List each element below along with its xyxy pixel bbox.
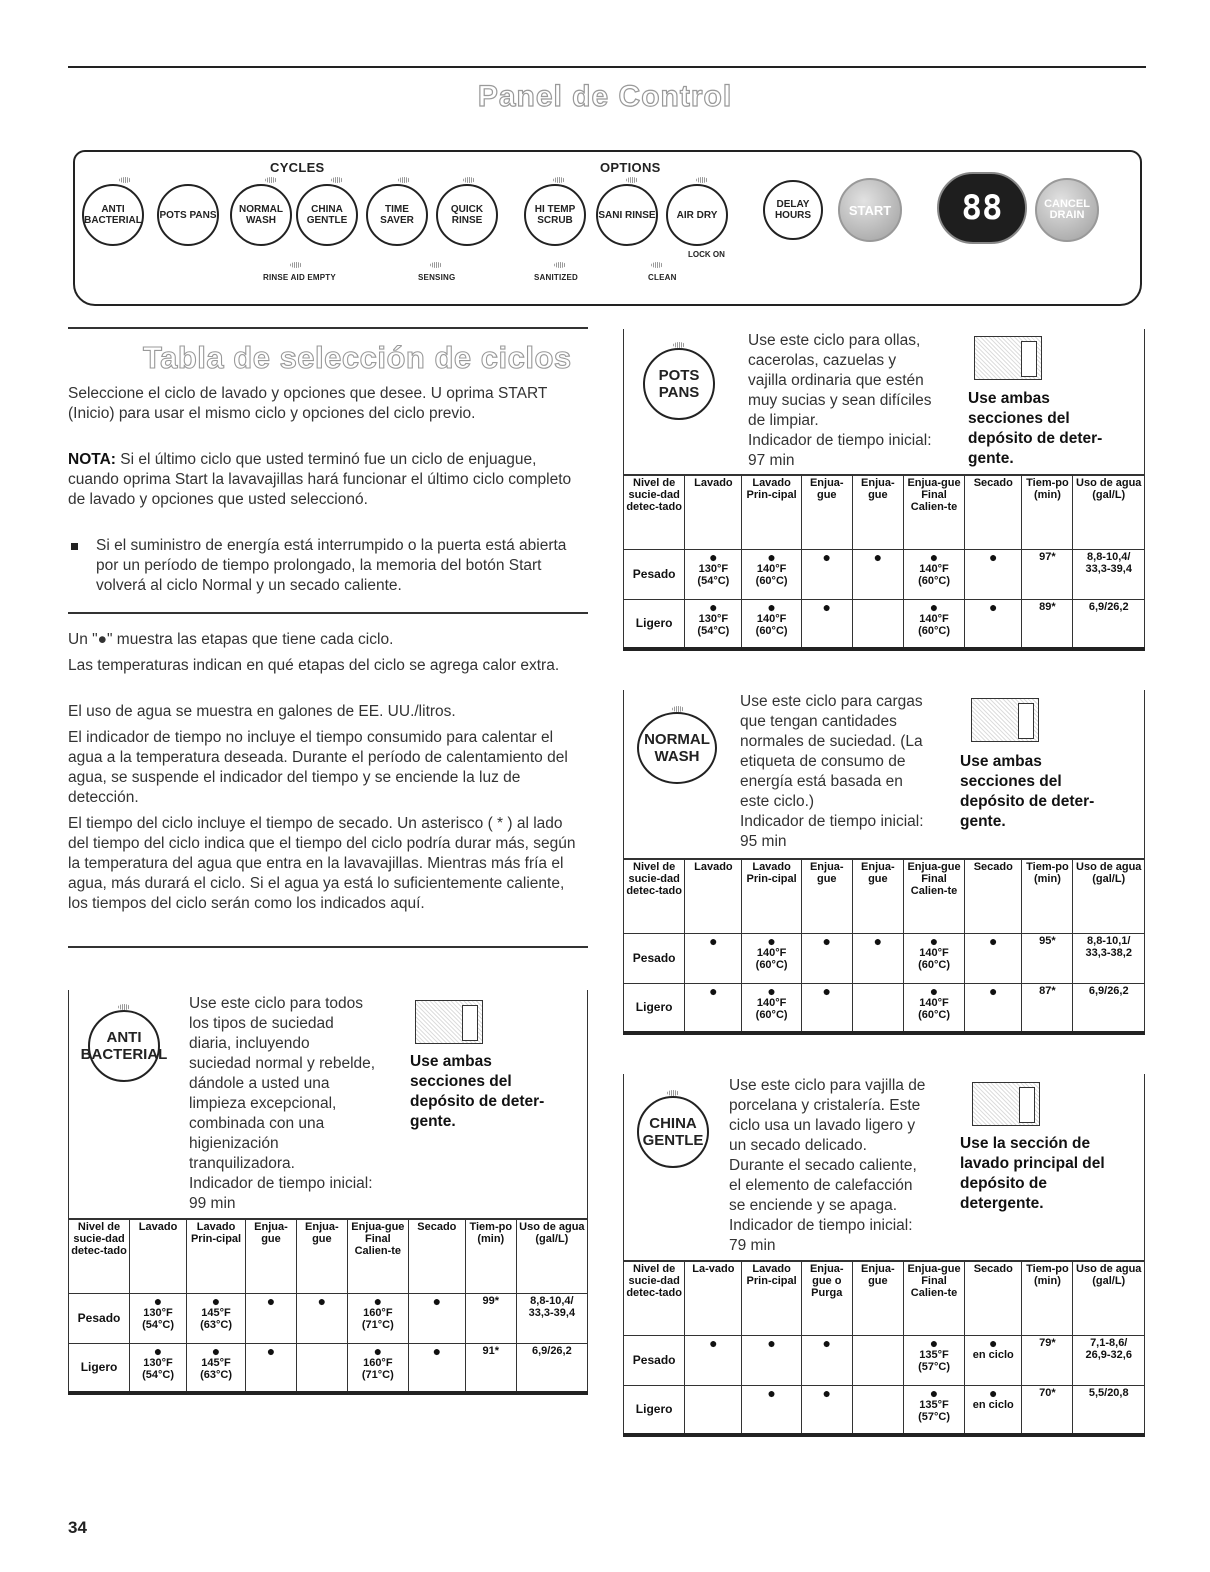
table-cell xyxy=(852,1335,903,1385)
sensing-light-icon xyxy=(430,262,442,268)
table-header-cell: Tiem-po (min) xyxy=(1022,859,1073,933)
soil-level-cell: Pesado xyxy=(624,1335,685,1385)
normal-wash-button[interactable]: NORMAL WASH xyxy=(230,184,292,246)
normal-wash-description: Use este ciclo para cargas que tengan cantidades normales de suciedad. (La etiqueta de consumo de energía está basada en este ciclo.) Indicador de tiempo inicial: 95 min xyxy=(740,693,924,850)
soil-level-cell: Pesado xyxy=(69,1293,130,1343)
note-label: NOTA: xyxy=(68,451,116,468)
table-cell: ● xyxy=(801,933,852,983)
table-header-cell: Secado xyxy=(965,475,1022,549)
sanitized-label: SANITIZED xyxy=(534,273,579,282)
sanitized-light-icon xyxy=(554,262,566,268)
table-cell: ● xyxy=(801,599,852,649)
table-header-cell: Uso de agua (gal/L) xyxy=(1073,1261,1145,1335)
table-cell: ● xyxy=(965,983,1022,1033)
table-header-cell: Enjua-gue Final Calien-te xyxy=(903,859,964,933)
table-header-cell: Nivel de sucie-dad detec-tado xyxy=(624,1261,685,1335)
table-header-cell: Enjua-gue o Purga xyxy=(801,1261,852,1335)
table-cell: ● xyxy=(685,933,742,983)
table-cell: 7,1-8,6/ 26,9-32,6 xyxy=(1073,1335,1145,1385)
indicator-light-icon xyxy=(463,177,475,183)
time-saver-button[interactable]: TIME SAVER xyxy=(366,184,428,246)
table-cell: ● xyxy=(408,1293,465,1343)
table-cell: ● xyxy=(742,1385,801,1435)
table-row xyxy=(624,1335,1145,1385)
china-gentle-icon-label: CHINA GENTLE xyxy=(642,1115,704,1149)
table-cell xyxy=(852,983,903,1033)
dispenser-icon xyxy=(972,1082,1040,1126)
table-cell: 97* xyxy=(1022,549,1073,599)
rinse-aid-light-icon xyxy=(290,262,302,268)
indicator-light-icon xyxy=(553,177,565,183)
table-cell: 6,9/26,2 xyxy=(1073,599,1145,649)
table-header-cell: Uso de agua (gal/L) xyxy=(516,1219,587,1293)
table-header-cell: Enjua-gue xyxy=(801,475,852,549)
pots-pans-description: Use este ciclo para ollas, cacerolas, cazuelas y vajilla ordinaria que estén muy sucias y sean difíciles de limpiar. Indicador de tiempo inicial: 97 min xyxy=(748,332,932,469)
indicator-light-icon xyxy=(626,177,638,183)
table-cell: 99* xyxy=(465,1293,516,1343)
table-row xyxy=(69,1293,588,1343)
china-gentle-detergent: Use la sección de lavado principal del depósito de detergente. xyxy=(960,1135,1105,1212)
table-cell: ● 140°F (60°C) xyxy=(903,933,964,983)
page-number: 34 xyxy=(68,1518,87,1537)
china-gentle-table xyxy=(623,1260,1145,1437)
indicator-light-icon xyxy=(696,177,708,183)
table-header-cell: Enjua-gue xyxy=(852,859,903,933)
table-cell: ● 140°F (60°C) xyxy=(903,983,964,1033)
table-cell: ● xyxy=(801,1385,852,1435)
normal-wash-icon-label: NORMAL WASH xyxy=(644,731,710,765)
anti-bacterial-icon xyxy=(80,1010,168,1082)
options-label: OPTIONS xyxy=(600,160,661,175)
pots-pans-icon-label: POTS PANS xyxy=(658,367,700,401)
table-cell: ● 140°F (60°C) xyxy=(742,599,801,649)
table-cell: 95* xyxy=(1022,933,1073,983)
soil-level-cell: Pesado xyxy=(624,549,685,599)
table-cell: ● 140°F (60°C) xyxy=(742,983,801,1033)
lock-on-label: LOCK ON xyxy=(688,250,725,259)
table-cell: ● 160°F (71°C) xyxy=(347,1293,408,1343)
table-cell: ● xyxy=(852,549,903,599)
rinse-aid-empty-label: RINSE AID EMPTY xyxy=(263,273,336,282)
table-cell: ● xyxy=(801,983,852,1033)
table-cell: 5,5/20,8 xyxy=(1073,1385,1145,1435)
table-header-cell: Secado xyxy=(965,859,1022,933)
table-cell: ● 145°F (63°C) xyxy=(187,1293,246,1343)
table-cell: 91* xyxy=(465,1343,516,1393)
table-cell: ● 135°F (57°C) xyxy=(903,1335,964,1385)
table-cell xyxy=(852,1385,903,1435)
table-header-cell: Enjua-gue xyxy=(296,1219,347,1293)
table-cell: ● 160°F (71°C) xyxy=(347,1343,408,1393)
anti-bacterial-table xyxy=(68,1218,588,1395)
table-header-cell: Lavado Prin-cipal xyxy=(742,1261,801,1335)
cycle-time-paragraph: El tiempo del ciclo incluye el tiempo de secado. Un asterisco ( * ) al lado del tiempo del ciclo indica que el tiempo del ciclo podría durar más, según la temperatura del agua que entra en la lavavajillas. Mientras más fría el agua, más durará el ciclo. Si el agua ya está lo suficientemente caliente, los tiempos del ciclo serán como los indicados aquí. xyxy=(68,815,576,912)
table-header-cell: Uso de agua (gal/L) xyxy=(1073,859,1145,933)
soil-level-cell: Ligero xyxy=(624,599,685,649)
indicator-light-icon xyxy=(119,177,131,183)
indicator-light-icon xyxy=(118,1004,130,1010)
indicator-light-icon xyxy=(331,177,343,183)
table-cell: ● 140°F (60°C) xyxy=(742,933,801,983)
table-header-cell: Tiem-po (min) xyxy=(465,1219,516,1293)
table-header-cell: Enjua-gue Final Calien-te xyxy=(903,1261,964,1335)
table-cell: ● xyxy=(801,549,852,599)
soil-level-cell: Ligero xyxy=(69,1343,130,1393)
hi-temp-scrub-button[interactable]: HI TEMP SCRUB xyxy=(524,184,586,246)
table-header-cell: Secado xyxy=(408,1219,465,1293)
table-cell: ● 135°F (57°C) xyxy=(903,1385,964,1435)
sensing-label: SENSING xyxy=(418,273,456,282)
indicator-light-icon xyxy=(667,1090,679,1096)
table-header-cell: Uso de agua (gal/L) xyxy=(1073,475,1145,549)
table-header-cell: Lavado xyxy=(685,475,742,549)
china-gentle-description: Use este ciclo para vajilla de porcelana y cristalería. Este ciclo usa un lavado ligero y un secado delicado. Durante el secado caliente, el elemento de calefacción se enciende y se apaga. Indicador de tiempo inicial: 79 min xyxy=(729,1077,926,1254)
bullet-text: Si el suministro de energía está interrumpido o la puerta está abierta por un período de tiempo prolongado, la memoria del botón Start volverá al ciclo Normal y un secado caliente. xyxy=(96,537,567,594)
table-cell: ● en ciclo xyxy=(965,1385,1022,1435)
section-rule xyxy=(68,327,588,329)
table-header-cell: Lavado Prin-cipal xyxy=(742,475,801,549)
clean-light-icon xyxy=(651,262,663,268)
table-cell: ● xyxy=(408,1343,465,1393)
table-header-cell: Enjua-gue xyxy=(852,475,903,549)
pots-pans-button[interactable]: POTS PANS xyxy=(157,184,219,246)
table-header-cell: La-vado xyxy=(685,1261,742,1335)
bullet-icon xyxy=(71,543,78,550)
table-header-cell: Nivel de sucie-dad detec-tado xyxy=(624,859,685,933)
soil-level-cell: Ligero xyxy=(624,1385,685,1435)
table-cell: 79* xyxy=(1022,1335,1073,1385)
table-row xyxy=(69,1343,588,1393)
table-header-cell: Nivel de sucie-dad detec-tado xyxy=(69,1219,130,1293)
table-header-cell: Lavado Prin-cipal xyxy=(187,1219,246,1293)
note-paragraph xyxy=(68,450,583,510)
time-display: 88 xyxy=(937,172,1027,244)
quick-rinse-button[interactable]: QUICK RINSE xyxy=(436,184,498,246)
normal-wash-table xyxy=(623,858,1145,1035)
soil-level-cell: Ligero xyxy=(624,983,685,1033)
table-row xyxy=(624,933,1145,983)
anti-bacterial-detergent: Use ambas secciones del depósito de deter- gente. xyxy=(410,1053,545,1130)
anti-bacterial-icon-label: ANTI BACTERIAL xyxy=(80,1029,168,1063)
delay-hours-button[interactable]: DELAY HOURS xyxy=(763,180,823,240)
table-header-cell: Enjua-gue Final Calien-te xyxy=(903,475,964,549)
table-cell: 6,9/26,2 xyxy=(1073,983,1145,1033)
intro-paragraph: Seleccione el ciclo de lavado y opciones que desee. U oprima START (Inicio) para usar el mismo ciclo y opciones del ciclo previo. xyxy=(68,385,548,422)
air-dry-button[interactable]: AIR DRY xyxy=(666,184,728,246)
pots-pans-detergent: Use ambas secciones del depósito de deter- gente. xyxy=(968,390,1103,467)
legend-paragraph: Un "●" muestra las etapas que tiene cada ciclo. xyxy=(68,631,394,648)
normal-wash-detergent: Use ambas secciones del depósito de deter- gente. xyxy=(960,753,1095,830)
soil-level-cell: Pesado xyxy=(624,933,685,983)
table-header-cell: Nivel de sucie-dad detec-tado xyxy=(624,475,685,549)
anti-bacterial-button[interactable]: ANTI BACTERIAL xyxy=(82,184,144,246)
table-header-cell: Enjua-gue xyxy=(852,1261,903,1335)
note-text: Si el último ciclo que usted terminó fue un ciclo de enjuague, cuando oprima Start la lavavajillas hará funcionar el último ciclo completo de lavado y opciones que usted seleccionó. xyxy=(68,451,572,508)
table-header-cell: Enjua-gue xyxy=(801,859,852,933)
table-header-cell: Lavado Prin-cipal xyxy=(742,859,801,933)
cycles-label: CYCLES xyxy=(270,160,325,175)
sani-rinse-button[interactable]: SANI RINSE xyxy=(596,184,658,246)
table-cell: ● 130°F (54°C) xyxy=(685,599,742,649)
table-header-cell: Tiem-po (min) xyxy=(1022,475,1073,549)
table-cell: 6,9/26,2 xyxy=(516,1343,587,1393)
china-gentle-icon xyxy=(637,1096,709,1168)
indicator-light-icon xyxy=(398,177,410,183)
indicator-light-icon xyxy=(265,177,277,183)
table-cell: ● en ciclo xyxy=(965,1335,1022,1385)
table-cell: 89* xyxy=(1022,599,1073,649)
table-row xyxy=(624,599,1145,649)
clean-label: CLEAN xyxy=(648,273,677,282)
table-row xyxy=(624,549,1145,599)
table-cell: ● 130°F (54°C) xyxy=(130,1343,187,1393)
section-title: Tabla de selección de ciclos xyxy=(143,340,572,375)
top-rule xyxy=(68,66,1146,68)
table-cell: 8,8-10,1/ 33,3-38,2 xyxy=(1073,933,1145,983)
table-cell: 87* xyxy=(1022,983,1073,1033)
table-cell: ● 140°F (60°C) xyxy=(903,549,964,599)
table-row xyxy=(624,1385,1145,1435)
table-cell xyxy=(296,1343,347,1393)
table-header-cell: Enjua-gue xyxy=(246,1219,297,1293)
indicator-light-icon xyxy=(672,706,684,712)
china-gentle-button[interactable]: CHINA GENTLE xyxy=(296,184,358,246)
anti-bacterial-description: Use este ciclo para todos los tipos de suciedad diaria, incluyendo suciedad normal y rebelde, dándole a usted una limpieza excepcional, combinada con una higienización tranquilizadora. Indicador de tiempo inicial: 99 min xyxy=(189,995,376,1212)
table-header-cell: Lavado xyxy=(685,859,742,933)
dispenser-icon xyxy=(971,698,1039,742)
table-cell: ● xyxy=(965,933,1022,983)
table-header-cell: Lavado xyxy=(130,1219,187,1293)
table-cell: ● xyxy=(965,549,1022,599)
table-cell: ● xyxy=(852,933,903,983)
temperature-paragraph: Las temperaturas indican en qué etapas del ciclo se agrega calor extra. xyxy=(68,657,560,674)
table-cell: ● xyxy=(685,1335,742,1385)
table-cell: ● 140°F (60°C) xyxy=(742,549,801,599)
table-cell: ● 130°F (54°C) xyxy=(130,1293,187,1343)
table-cell: ● xyxy=(742,1335,801,1385)
table-cell: ● 130°F (54°C) xyxy=(685,549,742,599)
table-cell: ● xyxy=(246,1343,297,1393)
indicator-light-icon xyxy=(673,342,685,348)
table-cell: ● xyxy=(965,599,1022,649)
table-cell: ● xyxy=(296,1293,347,1343)
pots-pans-icon xyxy=(643,348,715,420)
table-cell: ● 140°F (60°C) xyxy=(903,599,964,649)
dispenser-icon xyxy=(415,1000,483,1044)
normal-wash-icon xyxy=(637,712,717,784)
bullet-paragraph xyxy=(68,536,583,596)
cancel-drain-button[interactable]: CANCEL DRAIN xyxy=(1035,178,1099,242)
start-button[interactable]: START xyxy=(838,178,902,242)
water-paragraph: El uso de agua se muestra en galones de EE. UU./litros. xyxy=(68,703,456,720)
table-cell xyxy=(685,1385,742,1435)
section-rule xyxy=(68,612,588,614)
table-header-cell: Enjua-gue Final Calien-te xyxy=(347,1219,408,1293)
table-header-cell: Tiem-po (min) xyxy=(1022,1261,1073,1335)
time-indicator-paragraph: El indicador de tiempo no incluye el tiempo consumido para calentar el agua a la temperatura deseada. Durante el período de calentamiento del agua, se suspende el indicador del tiempo y se enciende la luz de detección. xyxy=(68,729,568,806)
table-header-cell: Secado xyxy=(965,1261,1022,1335)
table-cell: ● xyxy=(685,983,742,1033)
dispenser-icon xyxy=(974,336,1042,380)
table-cell: ● xyxy=(246,1293,297,1343)
table-row xyxy=(624,983,1145,1033)
panel-title: Panel de Control xyxy=(477,80,733,113)
table-cell: 70* xyxy=(1022,1385,1073,1435)
table-cell xyxy=(852,599,903,649)
table-cell: 8,8-10,4/ 33,3-39,4 xyxy=(1073,549,1145,599)
table-cell: ● xyxy=(801,1335,852,1385)
section-rule xyxy=(68,946,588,948)
table-cell: ● 145°F (63°C) xyxy=(187,1343,246,1393)
table-cell: 8,8-10,4/ 33,3-39,4 xyxy=(516,1293,587,1343)
pots-pans-table xyxy=(623,474,1145,651)
